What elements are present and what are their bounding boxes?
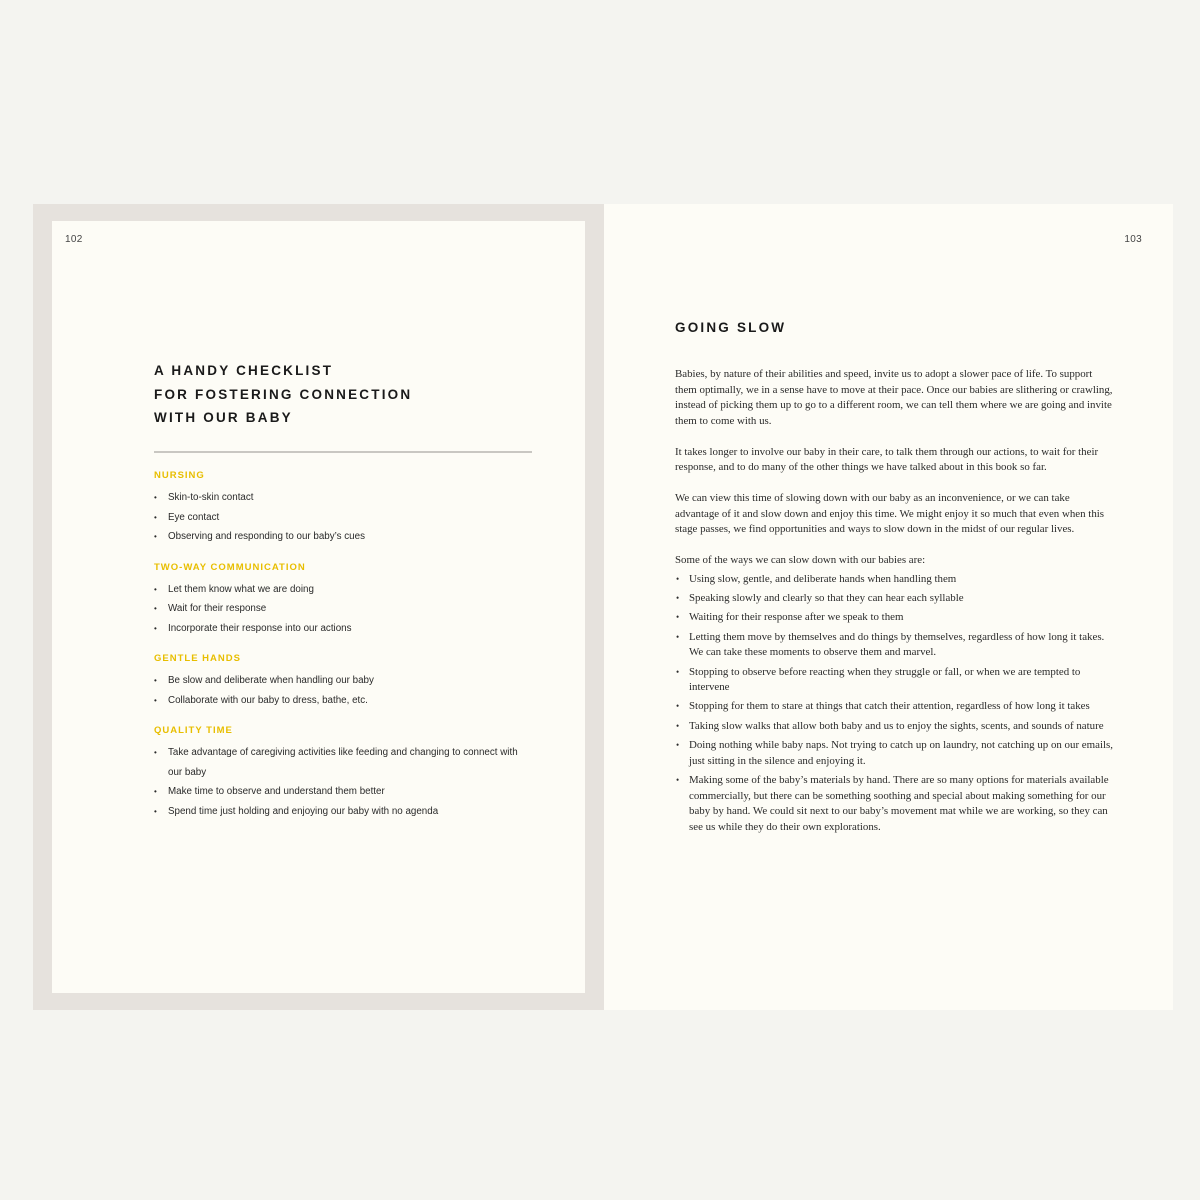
section-heading-quality-time: QUALITY TIME	[154, 725, 233, 736]
checklist-title-line: A HANDY CHECKLIST	[154, 363, 334, 378]
left-page-frame	[33, 204, 604, 1010]
quality-time-list	[154, 743, 534, 821]
checklist-item: • Make time to observe and understand them better	[154, 782, 534, 802]
section-heading-two-way-communication: TWO-WAY COMMUNICATION	[154, 561, 306, 573]
slow-down-list	[675, 572, 1115, 836]
title-divider	[154, 451, 532, 453]
list-intro: Some of the ways we can slow down with our babies are:	[675, 554, 926, 566]
section-heading-nursing: NURSING	[154, 470, 205, 481]
list-item: • Stopping for them to stare at things that catch their attention, regardless of how long it takes	[675, 699, 1115, 715]
list-item: • Stopping to observe before reacting when they struggle or fall, or when we are tempted to intervene	[675, 665, 1115, 696]
checklist-item: • Spend time just holding and enjoying our baby with no agenda	[154, 802, 534, 822]
paragraph: Babies, by nature of their abilities and speed, invite us to adopt a slower pace of life. To support them optimally, we in a sense have to move at their pace. Once our babies are slithering or crawling, instead of picking them up to go to a different room, we can tell them where we are going and invite them to come with us.	[675, 368, 1113, 427]
checklist-title-line: FOR FOSTERING CONNECTION	[154, 386, 413, 402]
two-way-communication-list	[154, 580, 534, 639]
paragraph: We can view this time of slowing down with our baby as an inconvenience, or we can take advantage of it and slow down and enjoy this time. We might enjoy it so much that even when this stage passes, we find opportunities and ways to slow down in the midst of our regular lives.	[675, 492, 1105, 535]
list-item: • Taking slow walks that allow both baby and us to enjoy the sights, scents, and sounds of nature	[675, 719, 1115, 735]
checklist-item: • Eye contact	[154, 508, 534, 528]
checklist-item: • Incorporate their response into our actions	[154, 619, 534, 639]
checklist-item: • Wait for their response	[154, 599, 534, 619]
list-item: • Using slow, gentle, and deliberate hands when handling them	[675, 572, 1115, 588]
checklist-item: • Observing and responding to our baby’s cues	[154, 527, 534, 547]
list-item: • Speaking slowly and clearly so that they can hear each syllable	[675, 591, 1115, 607]
right-page	[604, 204, 1173, 1010]
checklist-item: • Take advantage of caregiving activities like feeding and changing to connect with our baby	[154, 743, 534, 782]
page-number-left: 102	[65, 234, 83, 245]
list-item: • Waiting for their response after we speak to them	[675, 610, 1115, 626]
checklist-title-line: WITH OUR BABY	[154, 410, 293, 425]
section-title: GOING SLOW	[675, 320, 787, 335]
list-item: • Doing nothing while baby naps. Not trying to catch up on laundry, not catching up on our emails, just sitting in the silence and enjoying it.	[675, 738, 1115, 769]
list-item: • Making some of the baby’s materials by hand. There are so many options for materials available commercially, but there can be something soothing and special about making something for our baby by hand. We could sit next to our baby’s movement mat while we are working, so they can see us while they do their own explorations.	[675, 773, 1115, 835]
section-heading-gentle-hands: GENTLE HANDS	[154, 653, 241, 664]
checklist-item: • Be slow and deliberate when handling our baby	[154, 671, 534, 691]
checklist-item: • Skin-to-skin contact	[154, 488, 534, 508]
checklist-item: • Collaborate with our baby to dress, bathe, etc.	[154, 691, 534, 711]
checklist	[154, 470, 534, 836]
body-text	[675, 367, 1115, 839]
book-spread	[33, 204, 1173, 1010]
checklist-title	[154, 359, 412, 430]
list-item: • Letting them move by themselves and do things by themselves, regardless of how long it takes. We can take these moments to observe them and marvel.	[675, 630, 1115, 661]
paragraph: It takes longer to involve our baby in their care, to talk them through our actions, to wait for their response, and to do many of the other things we have talked about in this book so far.	[675, 445, 1099, 473]
page-number-right: 103	[1124, 234, 1142, 245]
checklist-item: • Let them know what we are doing	[154, 580, 534, 600]
nursing-list	[154, 488, 534, 547]
gentle-hands-list	[154, 671, 534, 710]
